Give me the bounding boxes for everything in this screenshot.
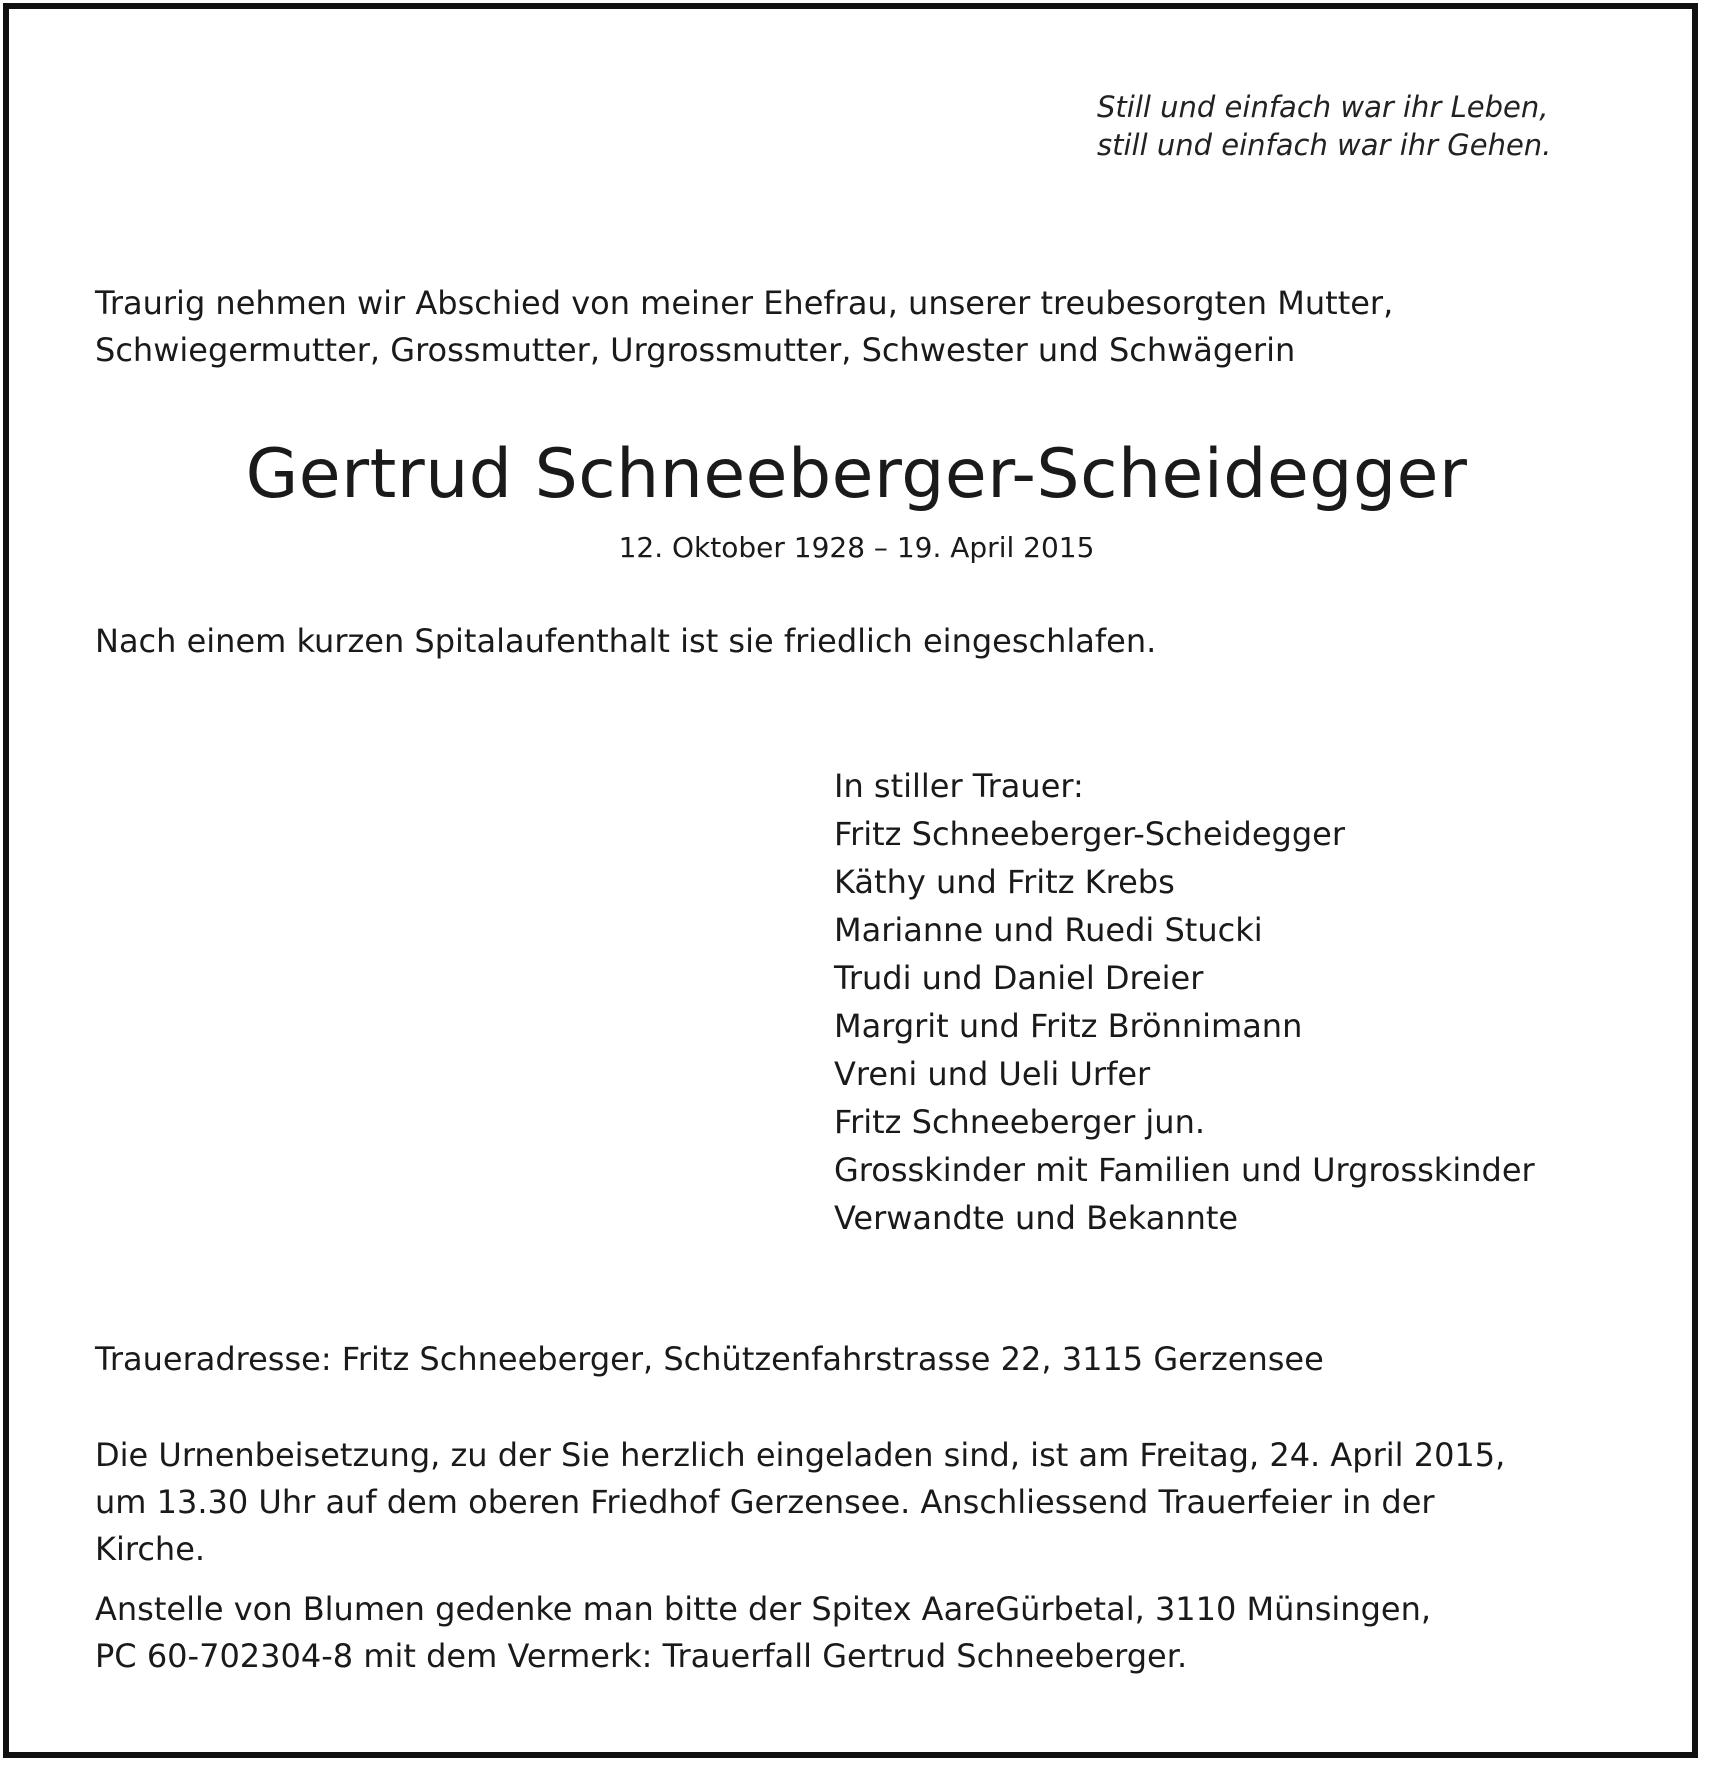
mourner-name: Marianne und Ruedi Stucki: [834, 911, 1263, 949]
intro-line-2: Schwiegermutter, Grossmutter, Urgrossmutter, Schwester und Schwägerin: [95, 331, 1296, 369]
passing-text: Nach einem kurzen Spitalaufenthalt ist sie friedlich eingeschlafen.: [95, 622, 1157, 660]
mourner-name: Vreni und Ueli Urfer: [834, 1055, 1151, 1093]
intro-line-1: Traurig nehmen wir Abschied von meiner Ehefrau, unserer treubesorgten Mutter,: [95, 284, 1394, 322]
mourner-name: Trudi und Daniel Dreier: [834, 959, 1204, 997]
mourner-name: Fritz Schneeberger-Scheidegger: [834, 815, 1345, 853]
motto-verse: [1097, 88, 1551, 164]
intro-text: [95, 280, 1393, 374]
donation-line-1: Anstelle von Blumen gedenke man bitte der Spitex AareGürbetal, 3110 Münsingen,: [95, 1590, 1432, 1628]
service-details: [95, 1432, 1505, 1573]
donation-note: [95, 1586, 1431, 1680]
mourner-name: Grosskinder mit Familien und Urgrosskinder: [834, 1151, 1535, 1189]
motto-line-2: still und einfach war ihr Gehen.: [1097, 128, 1552, 162]
mourners-heading: In stiller Trauer:: [834, 767, 1084, 805]
mourner-name: Verwandte und Bekannte: [834, 1199, 1239, 1237]
service-line-3: Kirche.: [95, 1530, 206, 1568]
deceased-name: Gertrud Schneeberger-Scheidegger: [245, 435, 1468, 514]
service-line-2: um 13.30 Uhr auf dem oberen Friedhof Gerzensee. Anschliessend Trauerfeier in der: [95, 1483, 1435, 1521]
mourner-name: Fritz Schneeberger jun.: [834, 1103, 1206, 1141]
mourners-list: [834, 762, 1535, 1242]
life-dates: 12. Oktober 1928 – 19. April 2015: [618, 531, 1095, 564]
donation-line-2: PC 60-702304-8 mit dem Vermerk: Trauerfall Gertrud Schneeberger.: [95, 1637, 1188, 1675]
service-line-1: Die Urnenbeisetzung, zu der Sie herzlich eingeladen sind, ist am Freitag, 24. April 2015,: [95, 1436, 1506, 1474]
motto-line-1: Still und einfach war ihr Leben,: [1097, 90, 1549, 124]
mourner-name: Margrit und Fritz Brönnimann: [834, 1007, 1303, 1045]
mourner-name: Käthy und Fritz Krebs: [834, 863, 1175, 901]
mourning-address: Traueradresse: Fritz Schneeberger, Schützenfahrstrasse 22, 3115 Gerzensee: [95, 1340, 1324, 1378]
